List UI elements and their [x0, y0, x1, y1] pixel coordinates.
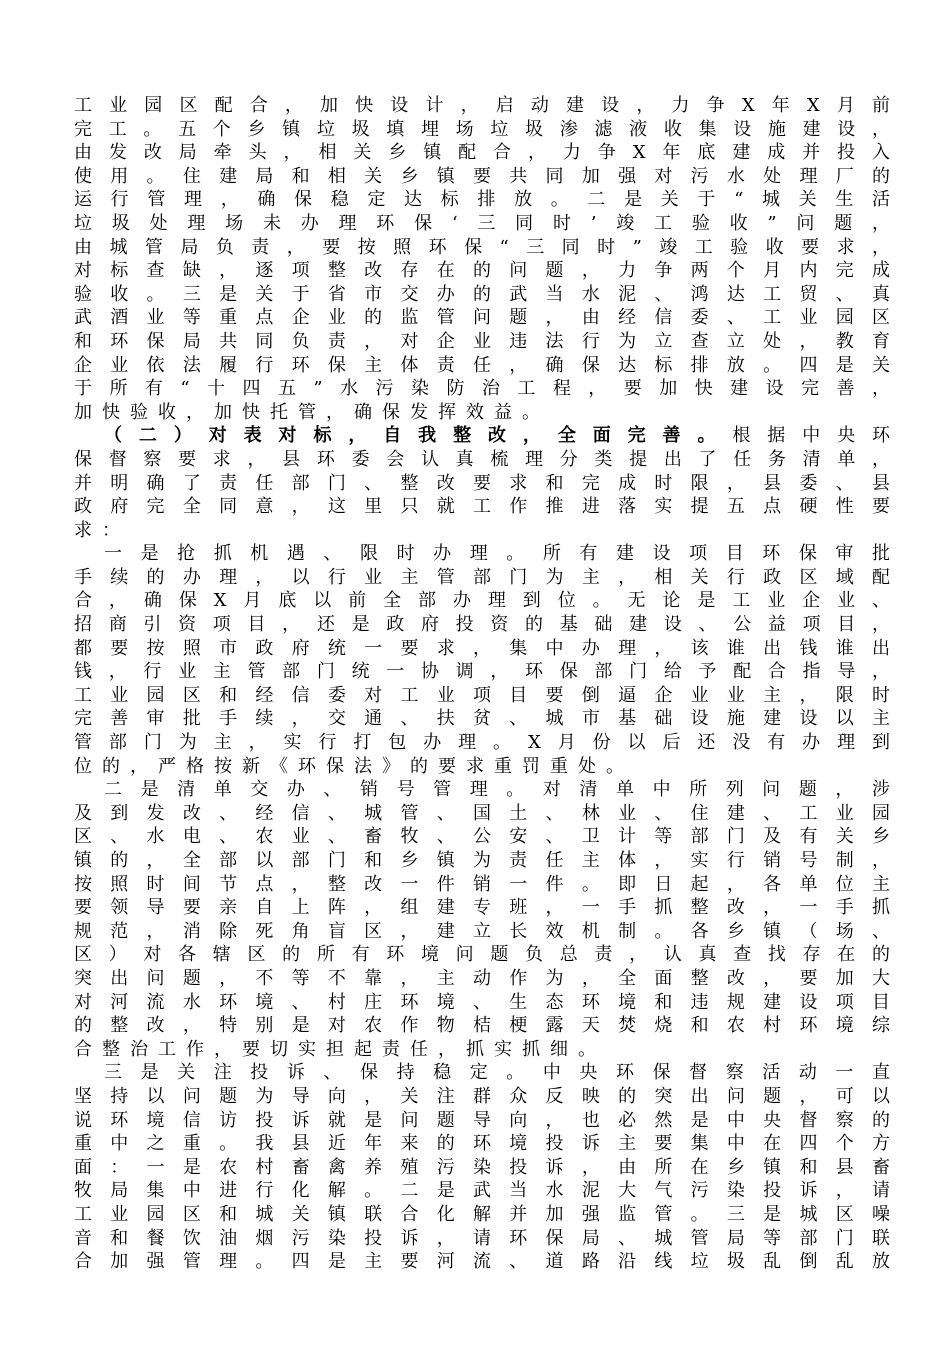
text-line: 武酒业等重点企业的监管问题，由经信委、工业园区	[74, 307, 890, 329]
section-heading-continuation: 根据中央环	[732, 425, 890, 447]
text-line: 工业园区和经信委对工业项目要倒逼企业业主，限时	[74, 684, 890, 706]
text-line: 手续的办理，以行业主管部门为主，相关行政区域配	[74, 566, 890, 588]
text-line: 重中之重。我县近年来的环境投诉主要集中在四个方	[74, 1133, 890, 1155]
text-line: 对标查缺，逐项整改存在的问题，力争两个月内完成	[74, 260, 890, 282]
document-body	[74, 94, 890, 1274]
text-line: 验收。三是关于省市交办的武当水泥、鸿达工贸、真	[74, 283, 890, 305]
paragraph-first-line: 三是关注投诉、保持稳定。中央环保督察活动一直	[104, 1062, 890, 1084]
text-line: 并明确了责任部门、整改要求和完成时限，县委、县	[74, 472, 890, 494]
text-line: 的整改，特别是对农作物桔梗露天焚烧和农村环境综	[74, 1015, 890, 1037]
text-line: 要领导要亲自上阵，组建专班，一手抓整改，一手抓	[74, 897, 890, 919]
text-line: 运行管理，确保稳定达标排放。二是关于“城关生活	[74, 189, 890, 211]
text-line: 管部门为主，实行打包办理。X月份以后还没有办理到	[74, 732, 890, 754]
paragraph-first-line: 二是清单交办、销号管理。对清单中所列问题，涉	[104, 779, 890, 801]
text-line: 对河流水环境、村庄环境、生态环境和违规建设项目	[74, 991, 890, 1013]
text-line: 区）对各辖区的所有环境问题负总责，认真查找存在的	[74, 944, 890, 966]
text-line: 面：一是农村畜禽养殖污染投诉，由所在乡镇和县畜	[74, 1156, 890, 1178]
text-line: 使用。住建局和相关乡镇要共同加强对污水处理厂的	[74, 165, 890, 187]
text-line: 合，确保X月底以前全部办理到位。无论是工业企业、	[74, 590, 890, 612]
text-line: 说环境信访投诉就是问题导向，也必然是中央督察的	[74, 1109, 890, 1131]
section-heading: （二）对表对标，自我整改，全面完善。	[104, 425, 733, 447]
text-line: 镇的，全部以部门和乡镇为责任主体，实行销号制，	[74, 850, 890, 871]
text-line: 垃圾处理场未办理环保‘三同时’竣工验收”问题，	[74, 212, 890, 234]
text-line: 政府完全同意，这里只就工作推进落实提五点硬性要	[74, 496, 890, 518]
text-line: 钱，行业主管部门统一协调，环保部门给予配合指导，	[74, 661, 890, 683]
text-line: 区、水电、农业、畜牧、公安、卫计等部门及有关乡	[74, 826, 890, 848]
text-line: 招商引资项目，还是政府投资的基础建设、公益项目，	[74, 614, 890, 636]
text-line: 由城管局负责，要按照环保“三同时”竣工验收要求，	[74, 236, 890, 258]
text-line: 坚持以问题为导向，关注群众反映的突出问题，可以	[74, 1085, 890, 1107]
text-line: 都要按照市政府统一要求，集中办理，该谁出钱谁出	[74, 637, 890, 659]
text-line: 完善审批手续，交通、扶贫、城市基础设施建设以主	[74, 708, 890, 730]
text-line: 和环保局共同负责，对企业违法行为立查立处，教育	[74, 330, 890, 352]
paragraph-first-line: 一是抢抓机遇、限时办理。所有建设项目环保审批	[104, 543, 890, 565]
text-line: 完工。五个乡镇垃圾填埋场垃圾渗滤液收集设施建设，	[74, 118, 890, 140]
text-line: 加快验收，加快托管，确保发挥效益。	[74, 401, 550, 423]
text-line: 企业依法履行环保主体责任，确保达标排放。四是关	[74, 354, 890, 376]
text-line: 由发改局牵头，相关乡镇配合，力争X年底建成并投入	[74, 142, 890, 164]
text-line: 规范，消除死角盲区，建立长效机制。各乡镇（场、	[74, 920, 890, 942]
text-line: 位的，严格按新《环保法》的要求重罚重处。	[74, 755, 634, 777]
text-line: 突出问题，不等不靠，主动作为，全面整改，要加大	[74, 967, 890, 989]
text-line: 于所有“十四五”水污染防治工程，要加快建设完善，	[74, 378, 890, 400]
text-line: 牧局集中进行化解。二是武当水泥大气污染投诉，请	[74, 1180, 890, 1202]
text-line: 合整治工作，要切实担起责任，抓实抓细。	[74, 1038, 606, 1060]
text-line: 音和餐饮油烟污染投诉，请环保局、城管局等部门联	[74, 1227, 890, 1249]
text-line: 工业园区配合，加快设计，启动建设，力争X年X月前	[74, 95, 890, 116]
text-line: 合加强管理。四是主要河流、道路沿线垃圾乱倒乱放	[74, 1251, 890, 1273]
text-line: 及到发改、经信、城管、国土、林业、住建、工业园	[74, 802, 890, 824]
text-line: 按照时间节点，整改一件销一件。即日起，各单位主	[74, 873, 890, 895]
text-line: 保督察要求，县环委会认真梳理分类提出了任务清单，	[74, 448, 890, 470]
text-line: 求：	[74, 519, 130, 541]
section-heading-line	[74, 424, 890, 448]
text-line: 工业园区和城关镇联合化解并加强监管。三是城区噪	[74, 1203, 890, 1225]
